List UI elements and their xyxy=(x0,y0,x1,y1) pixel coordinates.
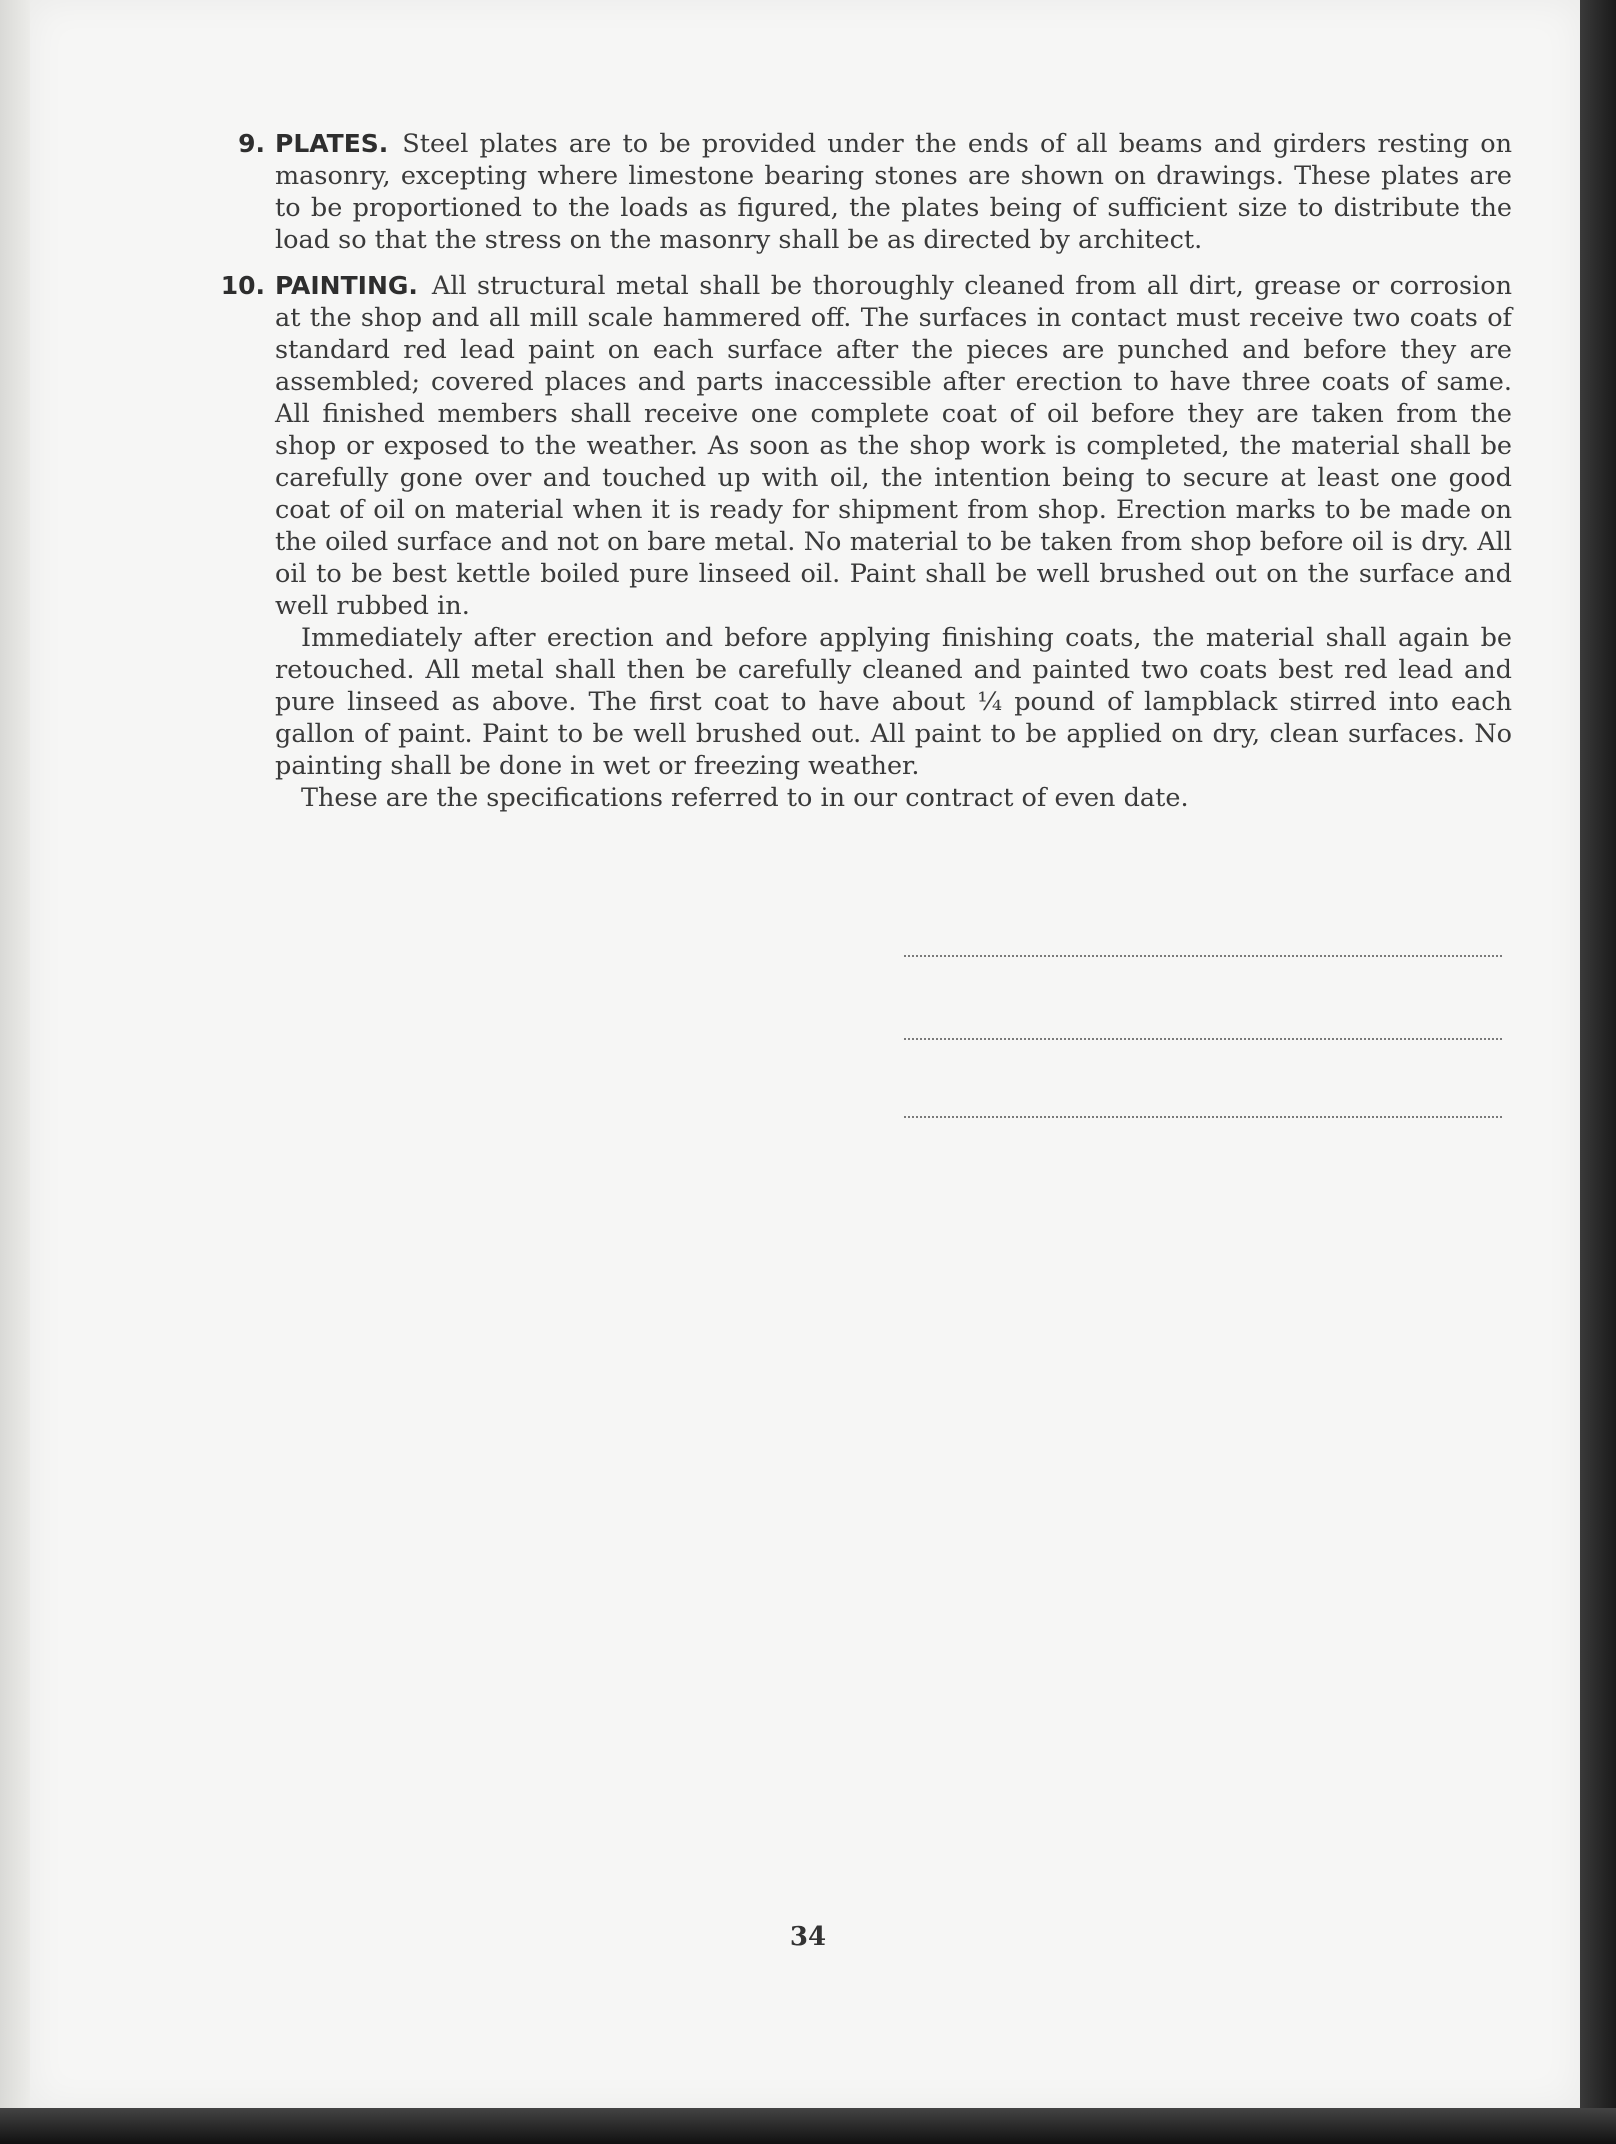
signature-line xyxy=(904,955,1502,957)
closing-statement: These are the specifications referred to in our contract of even date. xyxy=(301,783,1189,813)
page-stack-edge xyxy=(0,0,30,2144)
section-heading: PAINTING. xyxy=(275,271,418,300)
section-number: 9. xyxy=(238,129,265,158)
spec-text xyxy=(200,128,1512,828)
binding-edge-right xyxy=(1580,0,1616,2144)
signature-line xyxy=(904,1038,1502,1040)
section-paragraph xyxy=(275,128,1512,256)
binding-edge-bottom xyxy=(0,2108,1616,2144)
paragraph-text: Steel plates are to be provided under the ends of all beams and girders resting on masonry, excepting where limestone bearing stones are shown on drawings. These plates are to be proportioned to the loads as figured, the plates being of sufficient size to distribute the load so that the stress on the masonry shall be as directed by architect. xyxy=(275,129,1512,255)
section-painting xyxy=(200,270,1512,814)
signature-line xyxy=(904,1116,1502,1118)
paragraph-text: All structural metal shall be thoroughly cleaned from all dirt, grease or corrosion at the shop and all mill scale hammered off. The surfaces in contact must receive two coats of standard red lead paint on each surface after the pieces are punched and before they are assembled; covered places and parts inaccessible after erection to have three coats of same. All finished members shall receive one complete coat of oil before they are taken from the shop or exposed to the weather. As soon as the shop work is completed, the material shall be carefully gone over and touched up with oil, the intention being to secure at least one good coat of oil on material when it is ready for shipment from shop. Erection marks to be made on the oiled surface and not on bare metal. No material to be taken from shop before oil is dry. All oil to be best kettle boiled pure linseed oil. Paint shall be well brushed out on the surface and well rubbed in. xyxy=(275,271,1512,621)
section-paragraph: Immediately after erection and before applying finishing coats, the material shall again be retouched. All metal shall then be carefully cleaned and painted two coats best red lead and pure linseed as above. The first coat to have about ¼ pound of lampblack stirred into each gallon of paint. Paint to be well brushed out. All paint to be applied on dry, clean surfaces. No painting shall be done in wet or freezing weather. xyxy=(275,623,1512,781)
section-number: 10. xyxy=(220,271,265,300)
page-number: 34 xyxy=(789,1922,827,1952)
section-heading: PLATES. xyxy=(275,129,389,158)
section-paragraph xyxy=(275,270,1512,622)
section-plates xyxy=(200,128,1512,256)
